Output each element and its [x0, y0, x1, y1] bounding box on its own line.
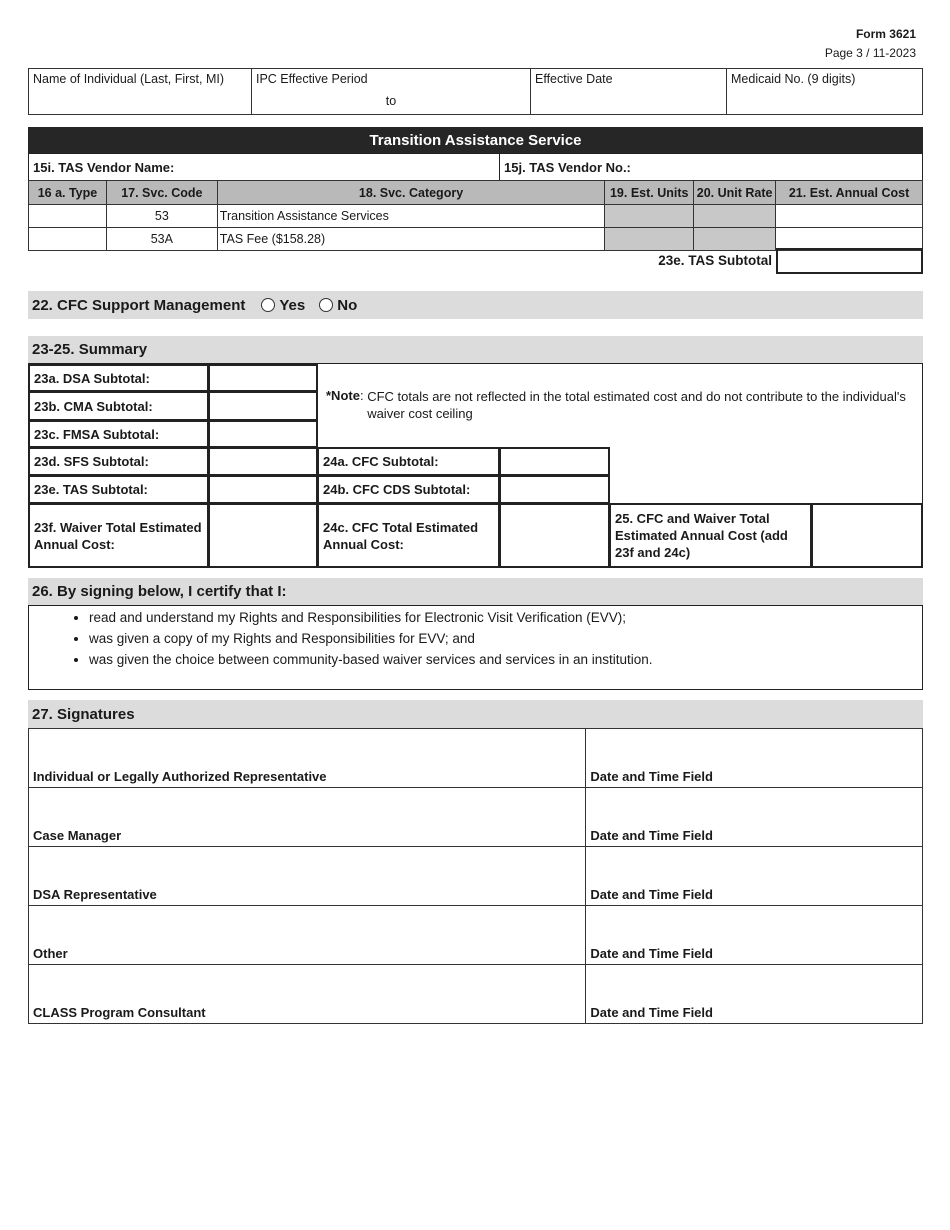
type-input[interactable] [29, 205, 107, 228]
list-item: • read and understand my Rights and Responsibilities for Electronic Visit Verification (EVV); [89, 610, 922, 625]
summary-title: 23-25. Summary [28, 336, 923, 363]
ipc-effective-period-label: IPC Effective Period [256, 72, 368, 86]
sfs-subtotal-input[interactable] [208, 447, 318, 476]
cfc-cds-subtotal-input[interactable] [499, 475, 610, 504]
medicaid-number-label: Medicaid No. (9 digits) [731, 72, 856, 86]
svc-category: TAS Fee ($158.28) [217, 228, 604, 251]
signature-field[interactable]: Individual or Legally Authorized Representative [29, 729, 586, 788]
table-row [29, 788, 923, 847]
cfc-yes-option[interactable] [261, 297, 305, 314]
certify-title: 26. By signing below, I certify that I: [28, 578, 923, 605]
table-row [29, 847, 923, 906]
tas-vendor-name-field[interactable] [28, 153, 500, 181]
cfc-yes-label: Yes [279, 296, 306, 314]
signatures-title: 27. Signatures [28, 700, 923, 728]
col-svc-category: 18. Svc. Category [217, 181, 604, 205]
form-number: Form 3621 [855, 27, 916, 41]
tas-table-header [29, 181, 923, 205]
svc-code: 53 [106, 205, 217, 228]
unit-rate-cell [694, 228, 776, 251]
tas-vendor-no-label: 15j. TAS Vendor No.: [504, 160, 631, 175]
cfc-total-input[interactable] [499, 503, 610, 568]
waiver-total-label: 23f. Waiver Total Estimated Annual Cost: [28, 503, 209, 568]
date-time-field[interactable]: Date and Time Field [586, 965, 923, 1024]
cfc-support-label: 22. CFC Support Management [32, 296, 246, 314]
signature-field[interactable]: Case Manager [29, 788, 586, 847]
note-label: *Note [326, 388, 360, 403]
effective-date-field[interactable] [530, 68, 727, 115]
dsa-subtotal-label: 23a. DSA Subtotal: [28, 364, 209, 392]
effective-date-label: Effective Date [535, 72, 613, 86]
page-info: Page 3 / 11-2023 [824, 46, 916, 60]
est-units-cell [605, 228, 694, 251]
fmsa-subtotal-label: 23c. FMSA Subtotal: [28, 420, 209, 448]
name-of-individual-label: Name of Individual (Last, First, MI) [33, 72, 225, 86]
cfc-note: *Note : CFC totals are not reflected in the total estimated cost and do not contribute to the individual's waiver cost ceiling [326, 388, 916, 422]
dsa-subtotal-input[interactable] [208, 364, 318, 392]
est-units-cell [605, 205, 694, 228]
date-time-field[interactable]: Date and Time Field [586, 788, 923, 847]
cfc-subtotal-label: 24a. CFC Subtotal: [317, 447, 500, 476]
col-type: 16 a. Type [29, 181, 107, 205]
radio-yes-icon[interactable] [261, 298, 275, 312]
col-est-units: 19. Est. Units [605, 181, 694, 205]
tas-vendor-name-label: 15i. TAS Vendor Name: [33, 160, 175, 175]
fmsa-subtotal-input[interactable] [208, 420, 318, 448]
certify-list [29, 610, 922, 667]
medicaid-number-field[interactable] [726, 68, 923, 115]
waiver-total-input[interactable] [208, 503, 318, 568]
signature-field[interactable]: DSA Representative [29, 847, 586, 906]
list-item: • was given the choice between community-based waiver services and services in an institution. [89, 652, 922, 667]
table-row [29, 965, 923, 1024]
table-row [29, 205, 923, 228]
combined-total-input[interactable] [811, 503, 923, 568]
cma-subtotal-label: 23b. CMA Subtotal: [28, 391, 209, 421]
combined-total-label: 25. CFC and Waiver Total Estimated Annual Cost (add 23f and 24c) [609, 503, 812, 568]
date-time-field[interactable]: Date and Time Field [586, 906, 923, 965]
est-annual-cost-input[interactable] [776, 205, 923, 228]
tas-summary-input[interactable] [208, 475, 318, 504]
cma-subtotal-input[interactable] [208, 391, 318, 421]
cfc-subtotal-input[interactable] [499, 447, 610, 476]
svc-category: Transition Assistance Services [217, 205, 604, 228]
cfc-no-label: No [337, 296, 358, 314]
date-time-field[interactable]: Date and Time Field [586, 729, 923, 788]
cfc-cds-subtotal-label: 24b. CFC CDS Subtotal: [317, 475, 500, 504]
tas-subtotal-input[interactable] [776, 248, 923, 274]
tas-services-table [28, 180, 923, 251]
cfc-support-bar [28, 291, 923, 319]
signature-field[interactable]: Other [29, 906, 586, 965]
ipc-effective-period-field[interactable] [251, 68, 531, 115]
table-row [29, 729, 923, 788]
ipc-to-label: to [385, 94, 397, 108]
unit-rate-cell [694, 205, 776, 228]
tas-section-title: Transition Assistance Service [28, 127, 923, 153]
tas-summary-label: 23e. TAS Subtotal: [28, 475, 209, 504]
type-input[interactable] [29, 228, 107, 251]
col-unit-rate: 20. Unit Rate [694, 181, 776, 205]
note-text: CFC totals are not reflected in the total estimated cost and do not contribute to the individual's waiver cost ceiling [367, 389, 906, 421]
list-item: • was given a copy of my Rights and Responsibilities for EVV; and [89, 631, 922, 646]
table-row [29, 906, 923, 965]
name-of-individual-field[interactable] [28, 68, 252, 115]
cfc-total-label: 24c. CFC Total Estimated Annual Cost: [317, 503, 500, 568]
tas-subtotal-label: 23e. TAS Subtotal [658, 253, 772, 268]
col-svc-code: 17. Svc. Code [106, 181, 217, 205]
cfc-no-option[interactable] [319, 297, 357, 314]
signatures-table [28, 728, 923, 1024]
sfs-subtotal-label: 23d. SFS Subtotal: [28, 447, 209, 476]
signature-field[interactable]: CLASS Program Consultant [29, 965, 586, 1024]
radio-no-icon[interactable] [319, 298, 333, 312]
col-est-annual-cost: 21. Est. Annual Cost [776, 181, 923, 205]
date-time-field[interactable]: Date and Time Field [586, 847, 923, 906]
tas-vendor-no-field[interactable] [499, 153, 923, 181]
svc-code: 53A [106, 228, 217, 251]
certify-box [28, 605, 923, 690]
